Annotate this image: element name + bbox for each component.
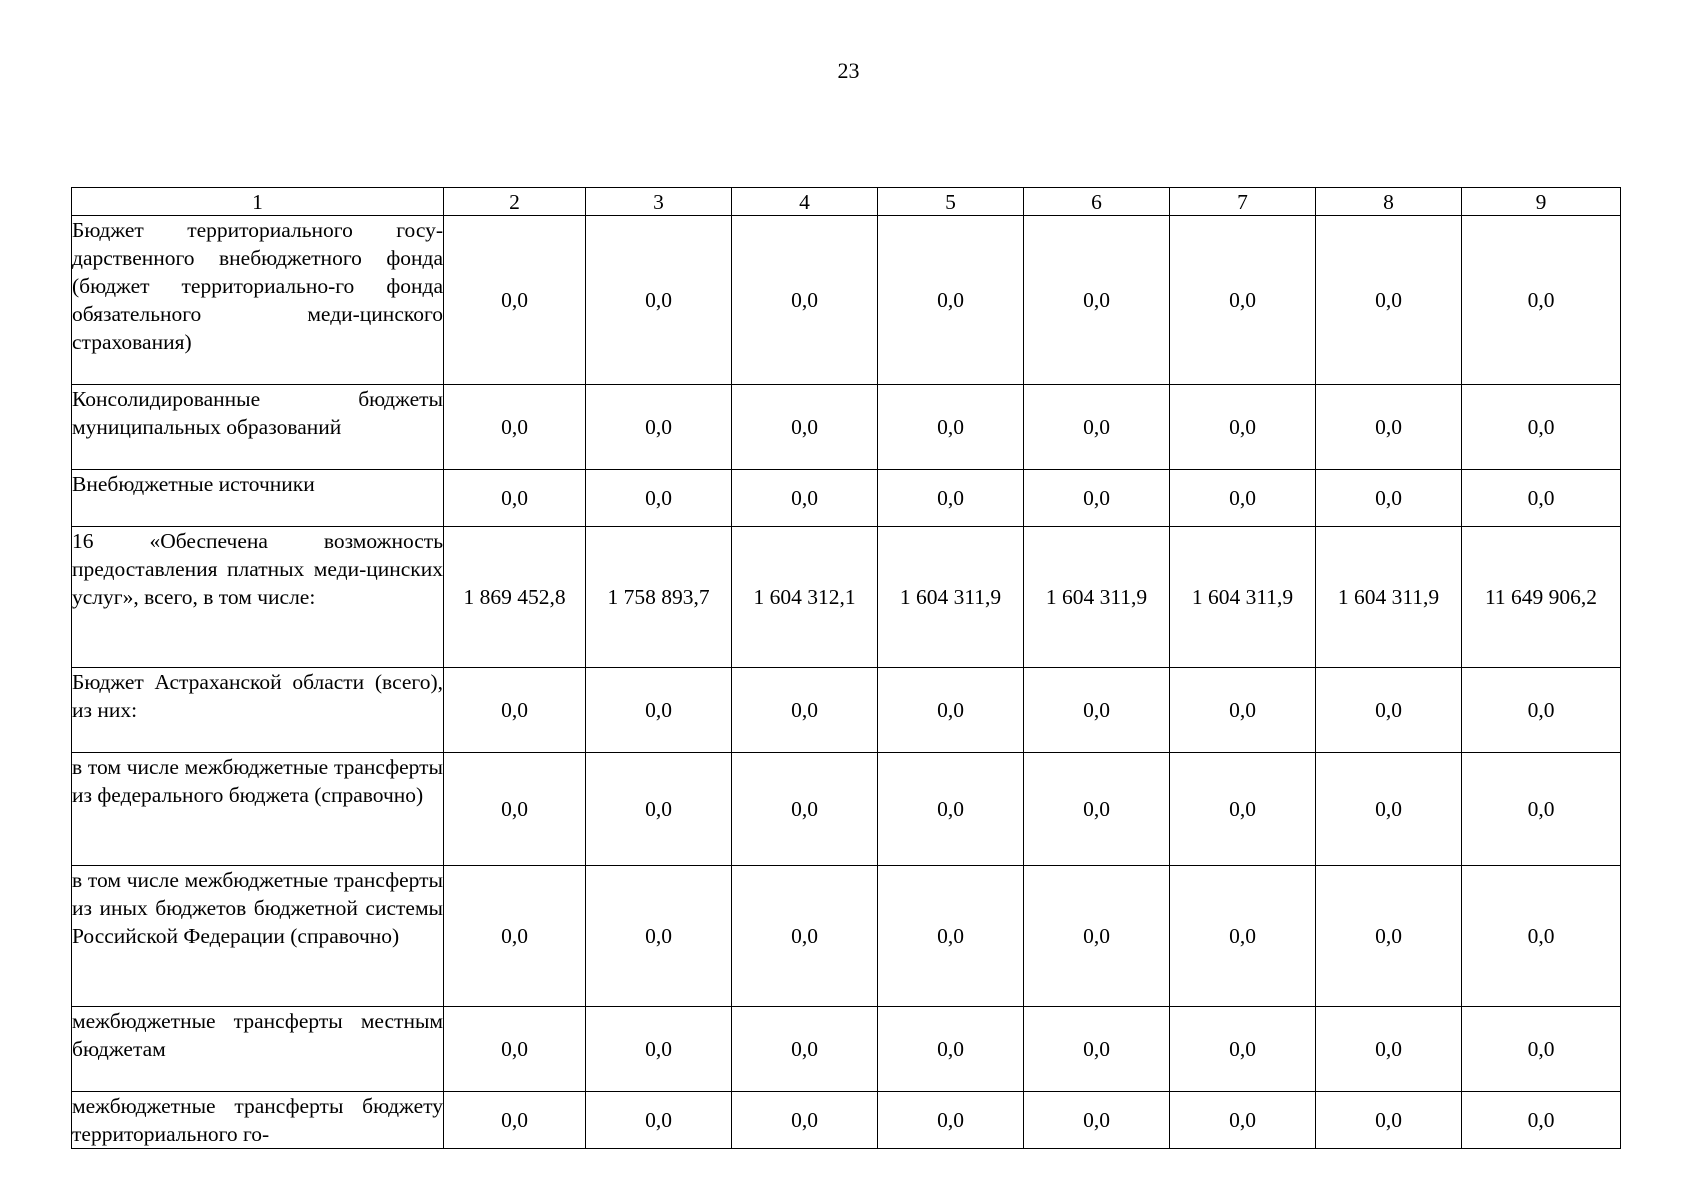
table-cell: 0,0 — [586, 668, 732, 753]
table-cell: 0,0 — [444, 216, 586, 385]
table-cell: 0,0 — [732, 866, 878, 1007]
table-cell: 0,0 — [878, 1007, 1024, 1092]
table-cell: 0,0 — [444, 1092, 586, 1149]
table-cell: 0,0 — [1462, 470, 1621, 527]
table-cell: 0,0 — [1316, 668, 1462, 753]
row-label: в том числе межбюджетные трансферты из иных бюджетов бюджетной системы Российской Федерации (справочно) — [72, 866, 444, 1007]
table-cell: 0,0 — [732, 668, 878, 753]
table-cell: 0,0 — [586, 753, 732, 866]
table-cell: 0,0 — [878, 1092, 1024, 1149]
table-cell: 0,0 — [1316, 1092, 1462, 1149]
table-row — [72, 527, 1621, 668]
table-cell: 0,0 — [1170, 470, 1316, 527]
table-cell: 1 758 893,7 — [586, 527, 732, 668]
table-cell: 0,0 — [878, 753, 1024, 866]
table-cell: 0,0 — [732, 1007, 878, 1092]
row-label: Внебюджетные источники — [72, 470, 444, 527]
table-cell: 0,0 — [586, 1092, 732, 1149]
table-cell: 0,0 — [1316, 216, 1462, 385]
row-label: в том числе межбюджетные трансферты из федерального бюджета (справочно) — [72, 753, 444, 866]
table-cell: 0,0 — [1316, 470, 1462, 527]
table-cell: 0,0 — [878, 216, 1024, 385]
table-cell: 0,0 — [1462, 668, 1621, 753]
table-cell: 0,0 — [1024, 470, 1170, 527]
table-cell: 0,0 — [1024, 385, 1170, 470]
table-cell: 0,0 — [1024, 668, 1170, 753]
table-cell: 1 604 311,9 — [878, 527, 1024, 668]
row-label: межбюджетные трансферты бюджету территориального го- — [72, 1092, 444, 1149]
column-header: 2 — [444, 188, 586, 216]
table-cell: 0,0 — [1170, 753, 1316, 866]
table-cell: 0,0 — [444, 668, 586, 753]
table-cell: 0,0 — [586, 470, 732, 527]
table-cell: 0,0 — [1170, 1092, 1316, 1149]
column-header: 6 — [1024, 188, 1170, 216]
table-cell: 0,0 — [586, 216, 732, 385]
column-header: 4 — [732, 188, 878, 216]
table-cell: 0,0 — [1024, 1092, 1170, 1149]
table-cell: 0,0 — [732, 385, 878, 470]
table-cell: 0,0 — [732, 753, 878, 866]
table-cell: 0,0 — [586, 1007, 732, 1092]
table-row — [72, 1092, 1621, 1149]
table-cell: 0,0 — [1316, 1007, 1462, 1092]
table-cell: 0,0 — [878, 866, 1024, 1007]
table-cell: 0,0 — [878, 470, 1024, 527]
table-cell: 0,0 — [1462, 1092, 1621, 1149]
column-header: 9 — [1462, 188, 1621, 216]
table-row — [72, 1007, 1621, 1092]
table-cell: 0,0 — [732, 470, 878, 527]
table-cell: 0,0 — [1462, 753, 1621, 866]
table-cell: 0,0 — [1462, 866, 1621, 1007]
table-cell: 0,0 — [1170, 866, 1316, 1007]
table-row — [72, 470, 1621, 527]
table-cell: 0,0 — [1024, 216, 1170, 385]
table-cell: 1 604 311,9 — [1170, 527, 1316, 668]
table-cell: 0,0 — [1170, 668, 1316, 753]
column-header: 7 — [1170, 188, 1316, 216]
column-header: 3 — [586, 188, 732, 216]
row-label: межбюджетные трансферты местным бюджетам — [72, 1007, 444, 1092]
table-cell: 11 649 906,2 — [1462, 527, 1621, 668]
header-row — [72, 188, 1621, 216]
table-cell: 0,0 — [1170, 385, 1316, 470]
table-cell: 1 604 312,1 — [732, 527, 878, 668]
row-label: Консолидированные бюджеты муниципальных образований — [72, 385, 444, 470]
table-cell: 0,0 — [1024, 1007, 1170, 1092]
row-label: Бюджет территориального госу-дарственного внебюджетного фонда (бюджет территориально-го фонда обязательного меди-цинского страхования) — [72, 216, 444, 385]
table-cell: 0,0 — [1462, 385, 1621, 470]
table-cell: 0,0 — [732, 216, 878, 385]
table-row — [72, 668, 1621, 753]
table-row — [72, 385, 1621, 470]
table-cell: 0,0 — [586, 385, 732, 470]
column-header: 1 — [72, 188, 444, 216]
table-cell: 0,0 — [1316, 753, 1462, 866]
table-cell: 0,0 — [1170, 216, 1316, 385]
column-header: 5 — [878, 188, 1024, 216]
table-cell: 0,0 — [1170, 1007, 1316, 1092]
budget-table — [71, 187, 1621, 1149]
table-cell: 0,0 — [732, 1092, 878, 1149]
table-cell: 0,0 — [878, 385, 1024, 470]
column-header: 8 — [1316, 188, 1462, 216]
table-cell: 0,0 — [444, 385, 586, 470]
table-cell: 0,0 — [444, 1007, 586, 1092]
table-row — [72, 753, 1621, 866]
table-cell: 0,0 — [444, 753, 586, 866]
table-cell: 0,0 — [1462, 1007, 1621, 1092]
row-label: Бюджет Астраханской области (всего), из них: — [72, 668, 444, 753]
page-number: 23 — [837, 58, 860, 83]
table-row — [72, 866, 1621, 1007]
table-cell: 1 604 311,9 — [1024, 527, 1170, 668]
table-cell: 0,0 — [586, 866, 732, 1007]
table-cell: 0,0 — [1462, 216, 1621, 385]
table-cell: 0,0 — [1316, 385, 1462, 470]
table-cell: 0,0 — [1024, 753, 1170, 866]
table-cell: 1 604 311,9 — [1316, 527, 1462, 668]
row-label: 16 «Обеспечена возможность предоставления платных меди-цинских услуг», всего, в том числе: — [72, 527, 444, 668]
table-cell: 0,0 — [878, 668, 1024, 753]
table-cell: 0,0 — [444, 470, 586, 527]
table-cell: 1 869 452,8 — [444, 527, 586, 668]
table-row — [72, 216, 1621, 385]
table-cell: 0,0 — [1024, 866, 1170, 1007]
table-cell: 0,0 — [444, 866, 586, 1007]
table-cell: 0,0 — [1316, 866, 1462, 1007]
